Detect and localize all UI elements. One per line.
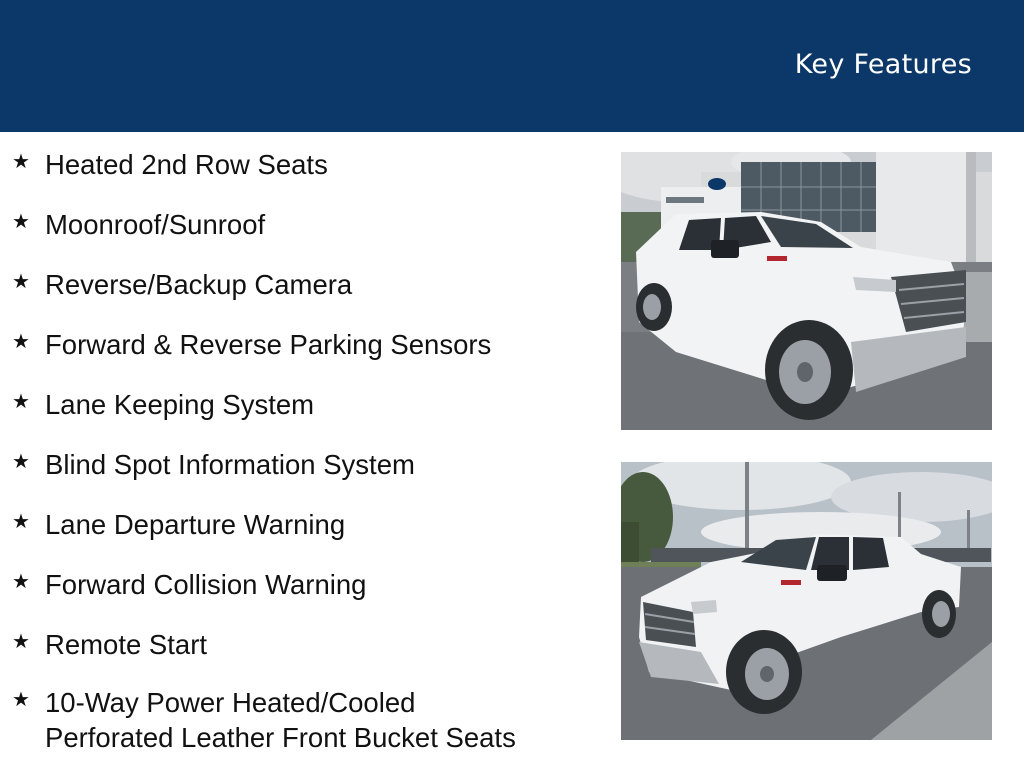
feature-label: Moonroof/Sunroof [45, 209, 266, 240]
star-icon: ★ [12, 451, 30, 473]
star-icon: ★ [12, 271, 30, 293]
star-icon: ★ [12, 151, 30, 173]
star-icon: ★ [12, 211, 30, 233]
feature-label: Reverse/Backup Camera [45, 269, 353, 300]
truck-photo-parking-lot [621, 462, 992, 740]
header-banner [0, 0, 1024, 132]
star-icon: ★ [12, 511, 30, 533]
feature-label: Lane Keeping System [45, 389, 315, 420]
feature-label: Remote Start [45, 629, 208, 660]
star-icon: ★ [12, 571, 30, 593]
feature-label: Blind Spot Information System [45, 449, 415, 480]
star-icon: ★ [12, 631, 30, 653]
feature-label-continued: Perforated Leather Front Bucket Seats [45, 722, 516, 753]
page-title: Key Features [794, 49, 972, 80]
feature-label: Forward & Reverse Parking Sensors [45, 329, 492, 360]
truck-photo-dealership [621, 152, 992, 430]
feature-label: 10-Way Power Heated/Cooled [45, 687, 416, 718]
feature-label: Forward Collision Warning [45, 569, 367, 600]
feature-label: Lane Departure Warning [45, 509, 346, 540]
star-icon: ★ [12, 689, 30, 711]
star-icon: ★ [12, 391, 30, 413]
star-icon: ★ [12, 331, 30, 353]
feature-label: Heated 2nd Row Seats [45, 149, 328, 180]
